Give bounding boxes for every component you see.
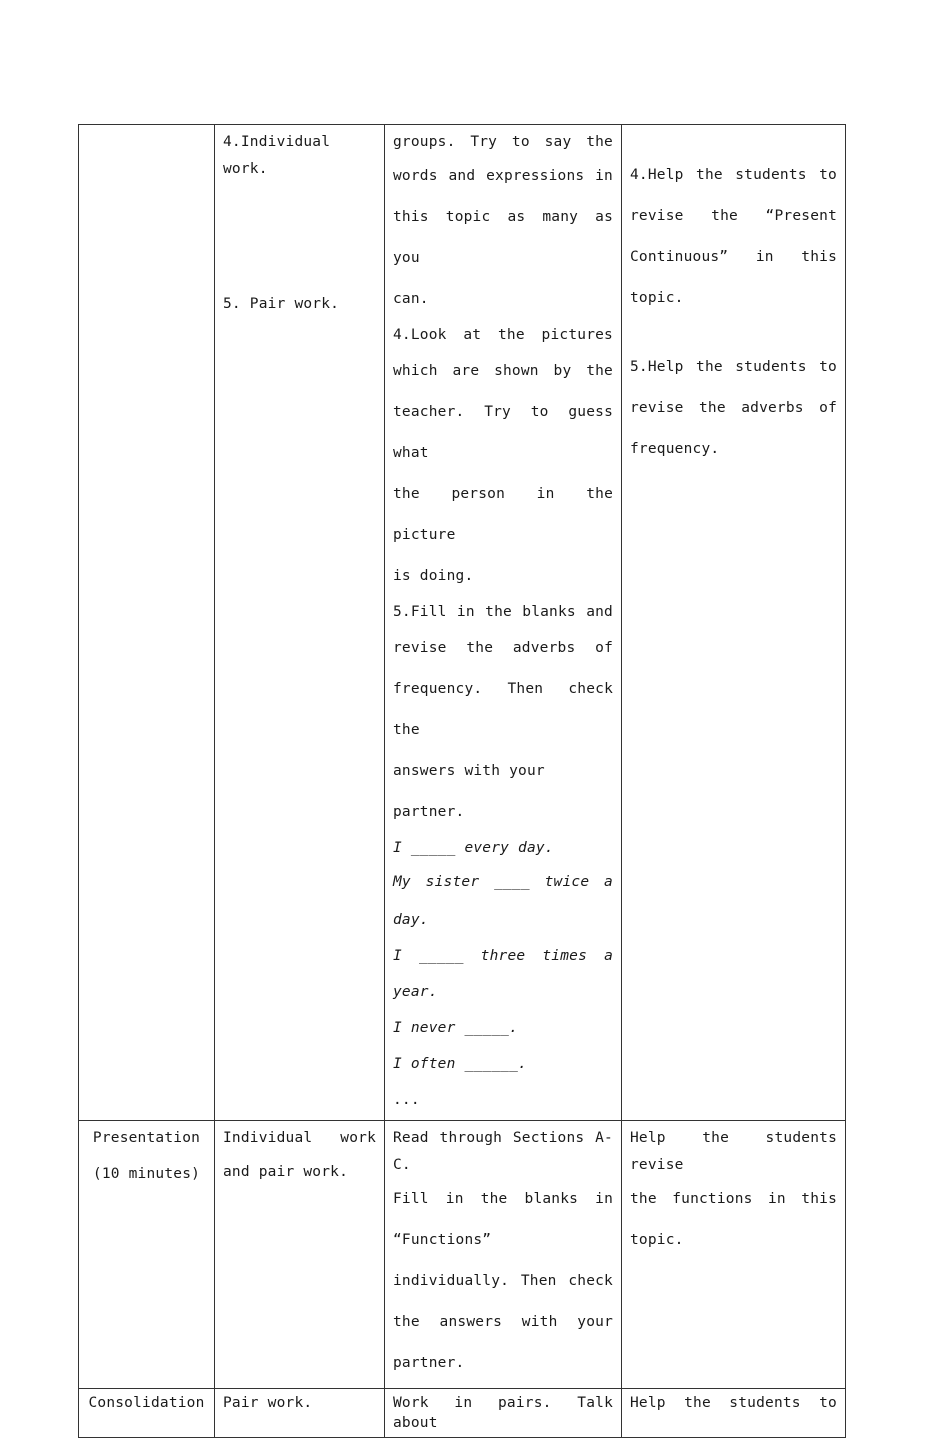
activity-cell [215,1121,385,1389]
example-line: year. [393,984,438,1000]
example-line: day. [393,912,429,928]
text-line: “Functions” [393,1232,492,1248]
text-line: Help the students to [630,1395,837,1411]
text-line: Help the students revise [630,1130,837,1173]
text-line: frequency. Then check the [393,681,613,738]
table-row [79,1121,846,1389]
text-line: the person in the picture [393,486,613,543]
text-line: 4.Look at the pictures [393,327,613,343]
stage-name: Presentation [92,1130,201,1146]
activity-cell [215,125,385,1121]
stage-cell [79,1389,215,1438]
teacher-activity-cell [622,125,846,1121]
teacher-activity-cell [622,1121,846,1389]
stage-duration: (10 minutes) [92,1166,201,1182]
text-line: Individual work [223,1130,376,1146]
example-line: I never _____. [393,1020,519,1036]
stage-name: Consolidation [88,1395,205,1411]
text-line: 4.Help the students to [630,167,837,183]
text-line: individually. Then check [393,1273,613,1289]
text-line: Read through Sections A-C. [393,1130,613,1173]
stage-cell [79,1121,215,1389]
text-line: 5.Fill in the blanks and [393,604,613,620]
text-line: words and expressions in [393,168,613,184]
text-line: frequency. [630,441,720,457]
example-line: I often ______. [393,1056,527,1072]
text-line: and pair work. [223,1164,349,1180]
text-line: partner. [393,1355,465,1371]
student-activity-cell [385,1121,622,1389]
table-row [79,125,846,1121]
example-line: I _____ every day. [393,840,554,856]
text-line: topic. [630,290,684,306]
text-line: topic. [630,1232,684,1248]
text-line: Pair work. [223,1395,313,1411]
student-activity-cell [385,125,622,1121]
student-activity-cell [385,1389,622,1438]
example-line: ... [393,1092,420,1108]
teacher-activity-cell [622,1389,846,1438]
text-line: this topic as many as you [393,209,613,266]
text-line: Fill in the blanks in [393,1191,613,1207]
text-line: Work in pairs. Talk about [393,1395,613,1431]
text-line: the answers with your [393,1314,613,1330]
text-line: is doing. [393,568,474,584]
text-line: revise the adverbs of [630,400,837,416]
text-line: 5.Help the students to [630,359,837,375]
stage-cell [79,125,215,1121]
activity-item: 5. Pair work. [223,296,340,312]
text-line: revise the “Present [630,208,837,224]
text-line: groups. Try to say the [393,134,613,150]
table-row [79,1389,846,1438]
example-line: I _____ three times a [393,948,613,964]
text-line: can. [393,291,429,307]
text-line: answers with your partner. [393,763,545,820]
lesson-plan-table [78,124,846,1438]
text-line: the functions in this [630,1191,837,1207]
activity-cell [215,1389,385,1438]
text-line: which are shown by the [393,363,613,379]
text-line: Continuous” in this [630,249,837,265]
activity-item: 4.Individual work. [223,134,331,177]
text-line: revise the adverbs of [393,640,613,656]
example-line: My sister ____ twice a [393,874,613,890]
text-line: teacher. Try to guess what [393,404,613,461]
